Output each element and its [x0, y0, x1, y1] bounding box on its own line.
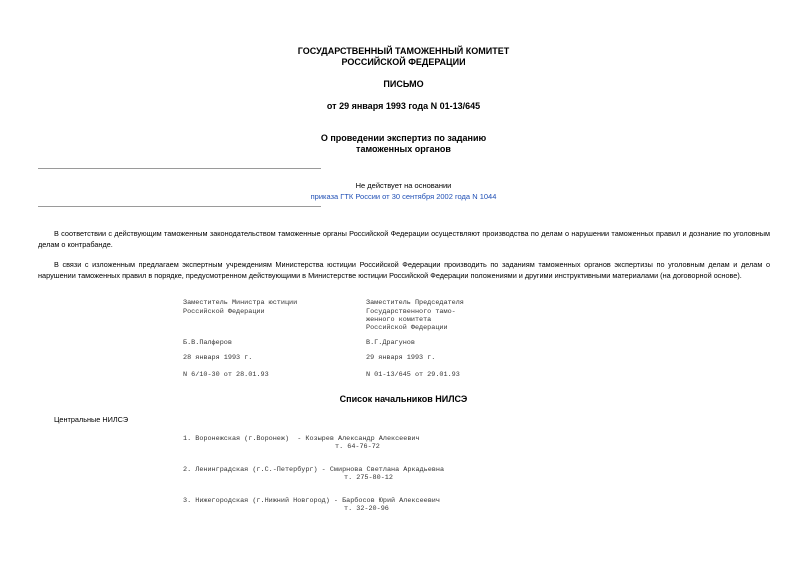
signature-right-position-4: Российской Федерации [366, 324, 448, 332]
divider-bottom [38, 206, 321, 207]
paragraph-2: В связи с изложенным предлагаем экспертным учреждениям Министерства юстиции Российской Федерации производить по заданиям таможенных органов экспертизы по уголовным делам и делам о нарушении таможенных правил в порядке, предусмотренном действующими в Министерстве юстиции Российской Федерации положениями и другими инструктивными материалами (на договорной основе). [38, 260, 770, 280]
signature-left-date: 28 января 1993 г. [183, 354, 253, 362]
status-note [0, 180, 807, 202]
signature-right-position-2: Государственного тамо- [366, 308, 456, 316]
document-subject [0, 133, 807, 155]
list-item-3-line-1: 3. Нижегородская (г.Нижний Новгород) - Барбосов Юрий Алексеевич [183, 497, 440, 505]
paragraph-1: В соответствии с действующим таможенным законодательством таможенные органы Российской Федерации осуществляют производства по делам о нарушении таможенных правил и дознание по уголовным делам о контрабанде. [38, 229, 770, 249]
signature-left-number: N 6/10-30 от 28.01.93 [183, 371, 269, 379]
section-label: Центральные НИЛСЭ [54, 415, 129, 424]
list-title: Список начальников НИЛСЭ [339, 394, 468, 404]
issuer-heading [0, 46, 807, 68]
list-item-1-phone: т. 64-76-72 [335, 443, 380, 451]
signature-right-name: В.Г.Драгунов [366, 339, 415, 347]
document-date: от 29 января 1993 года N 01-13/645 [326, 101, 481, 111]
signature-right-position-3: женного комитета [366, 316, 432, 324]
repeal-order-link[interactable]: приказа ГТК России от 30 сентября 2002 года N 1044 [310, 192, 497, 201]
subject-line-1: О проведении экспертиз по заданию [320, 133, 487, 143]
issuer-line-2: РОССИЙСКОЙ ФЕДЕРАЦИИ [341, 57, 466, 67]
status-note-text: Не действует на основании [355, 181, 452, 190]
signature-left-position-1: Заместитель Министра юстиции [183, 299, 298, 307]
issuer-line-1: ГОСУДАРСТВЕННЫЙ ТАМОЖЕННЫЙ КОМИТЕТ [297, 46, 510, 56]
signature-right-date: 29 января 1993 г. [366, 354, 436, 362]
list-item-3-phone: т. 32-20-96 [344, 505, 389, 513]
signature-right-number: N 01-13/645 от 29.01.93 [366, 371, 460, 379]
signature-left-name: Б.В.Палферов [183, 339, 232, 347]
divider-top [38, 168, 321, 169]
signature-left-position-2: Российской Федерации [183, 308, 265, 316]
signature-right-position-1: Заместитель Председателя [366, 299, 464, 307]
list-item-2-line-1: 2. Ленинградская (г.С.-Петербург) - Смирнова Светлана Аркадьевна [183, 466, 445, 474]
document-type: ПИСЬМО [383, 79, 424, 89]
subject-line-2: таможенных органов [356, 144, 451, 154]
list-item-2-phone: т. 275-80-12 [344, 474, 393, 482]
list-item-1-line-1: 1. Воронежская (г.Воронеж) - Козырев Александр Алексеевич [183, 435, 420, 443]
